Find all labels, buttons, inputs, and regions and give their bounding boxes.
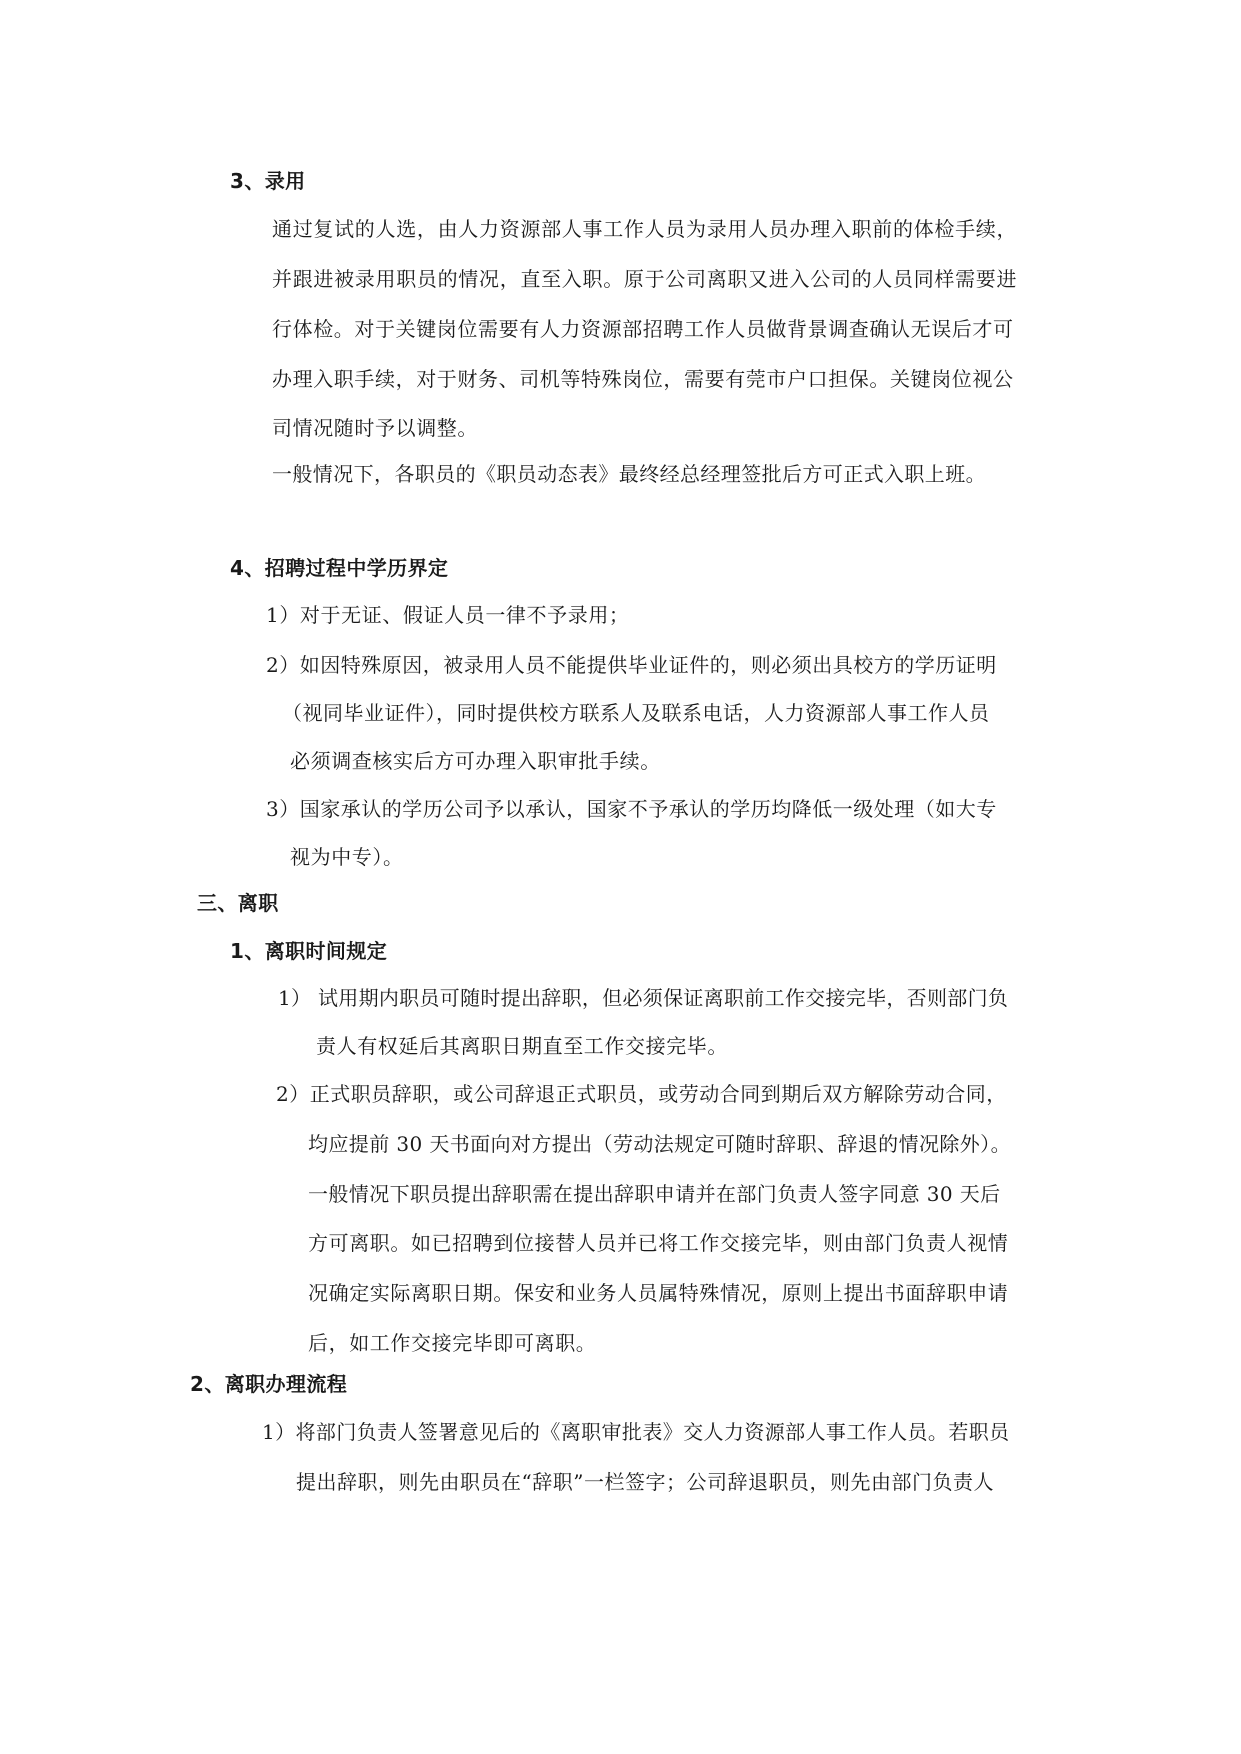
section-heading-education: 4、招聘过程中学历界定 (230, 556, 449, 580)
list-item-continuation: 方可离职。如已招聘到位接替人员并已将工作交接完毕，则由部门负责人视情 (308, 1231, 1009, 1255)
list-item: 1）将部门负责人签署意见后的《离职审批表》交人力资源部人事工作人员。若职员 (262, 1420, 1010, 1444)
section-heading-resignation-process: 2、离职办理流程 (190, 1372, 348, 1396)
paragraph-line: 一般情况下，各职员的《职员动态表》最终经总经理签批后方可正式入职上班。 (272, 462, 986, 486)
list-item-continuation: 后，如工作交接完毕即可离职。 (308, 1331, 597, 1355)
paragraph-line: 行体检。对于关键岗位需要有人力资源部招聘工作人员做背景调查确认无误后才可 (272, 317, 1014, 341)
paragraph-line: 司情况随时予以调整。 (272, 416, 478, 440)
part-heading-resignation: 三、离职 (197, 891, 279, 915)
list-item: 2）正式职员辞职，或公司辞退正式职员，或劳动合同到期后双方解除劳动合同， (276, 1082, 1007, 1106)
list-item: 2）如因特殊原因，被录用人员不能提供毕业证件的，则必须出具校方的学历证明 (266, 653, 997, 677)
list-item-continuation: 必须调查核实后方可办理入职审批手续。 (290, 749, 661, 773)
list-item: 1） 试用期内职员可随时提出辞职，但必须保证离职前工作交接完毕，否则部门负 (278, 986, 1009, 1010)
paragraph-line: 办理入职手续，对于财务、司机等特殊岗位，需要有莞市户口担保。关键岗位视公 (272, 367, 1014, 391)
list-item-continuation: 一般情况下职员提出辞职需在提出辞职申请并在部门负责人签字同意 30 天后 (308, 1182, 1001, 1206)
list-item-continuation: 均应提前 30 天书面向对方提出（劳动法规定可随时辞职、辞退的情况除外）。 (308, 1132, 1011, 1156)
list-item-continuation: 提出辞职，则先由职员在“辞职”一栏签字；公司辞退职员，则先由部门负责人 (296, 1470, 994, 1494)
section-heading-resignation-time: 1、离职时间规定 (230, 939, 388, 963)
paragraph-line: 并跟进被录用职员的情况，直至入职。原于公司离职又进入公司的人员同样需要进 (272, 267, 1018, 291)
list-item: 1）对于无证、假证人员一律不予录用； (266, 603, 630, 627)
list-item-continuation: 视为中专）。 (290, 845, 404, 869)
list-item: 3）国家承认的学历公司予以承认，国家不予承认的学历均降低一级处理（如大专 (266, 797, 997, 821)
section-heading-hiring: 3、录用 (230, 169, 306, 193)
list-item-continuation: 责人有权延后其离职日期直至工作交接完毕。 (316, 1034, 728, 1058)
list-item-continuation: （视同毕业证件），同时提供校方联系人及联系电话，人力资源部人事工作人员 (282, 701, 990, 725)
list-item-continuation: 况确定实际离职日期。保安和业务人员属特殊情况，原则上提出书面辞职申请 (308, 1281, 1009, 1305)
paragraph-line: 通过复试的人选，由人力资源部人事工作人员为录用人员办理入职前的体检手续， (272, 217, 1018, 241)
